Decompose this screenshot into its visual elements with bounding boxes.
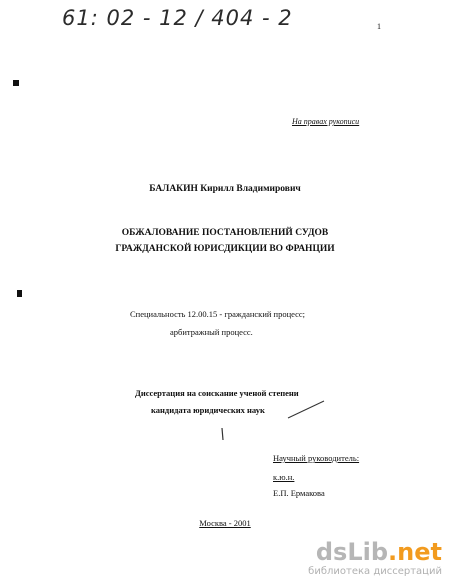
city-year: Москва - 2001 [199,518,251,528]
specialty-line: арбитражный процесс. [170,327,253,337]
pen-stroke [288,401,324,418]
watermark-logo: dsLib.net [315,538,442,566]
title-line: ОБЖАЛОВАНИЕ ПОСТАНОВЛЕНИЙ СУДОВ [121,228,329,238]
author-name: БАЛАКИН Кирилл Владимирович [149,184,301,194]
dissertation-line: Диссертация на соискание ученой степени [135,388,299,398]
supervisor-degree: к.ю.н. [273,472,295,482]
specialty-line: Специальность 12.00.15 - гражданский процесс; [130,309,306,319]
handwritten-archive-code: 61: 02 - 12 / 404 - 2 [62,6,293,30]
page-number: 1 [377,22,381,31]
watermark [308,539,442,578]
title-line: ГРАЖДАНСКОЙ ЮРИСДИКЦИИ ВО ФРАНЦИИ [115,244,335,254]
rights-note: На правах рукописи [292,117,360,126]
supervisor-label: Научный руководитель: [273,453,360,463]
watermark-subtitle: библиотека диссертаций [308,566,442,577]
supervisor-name: Е.П. Ермакова [273,488,325,498]
dissertation-line: кандидата юридических наук [151,405,265,415]
pen-stroke [222,428,223,440]
